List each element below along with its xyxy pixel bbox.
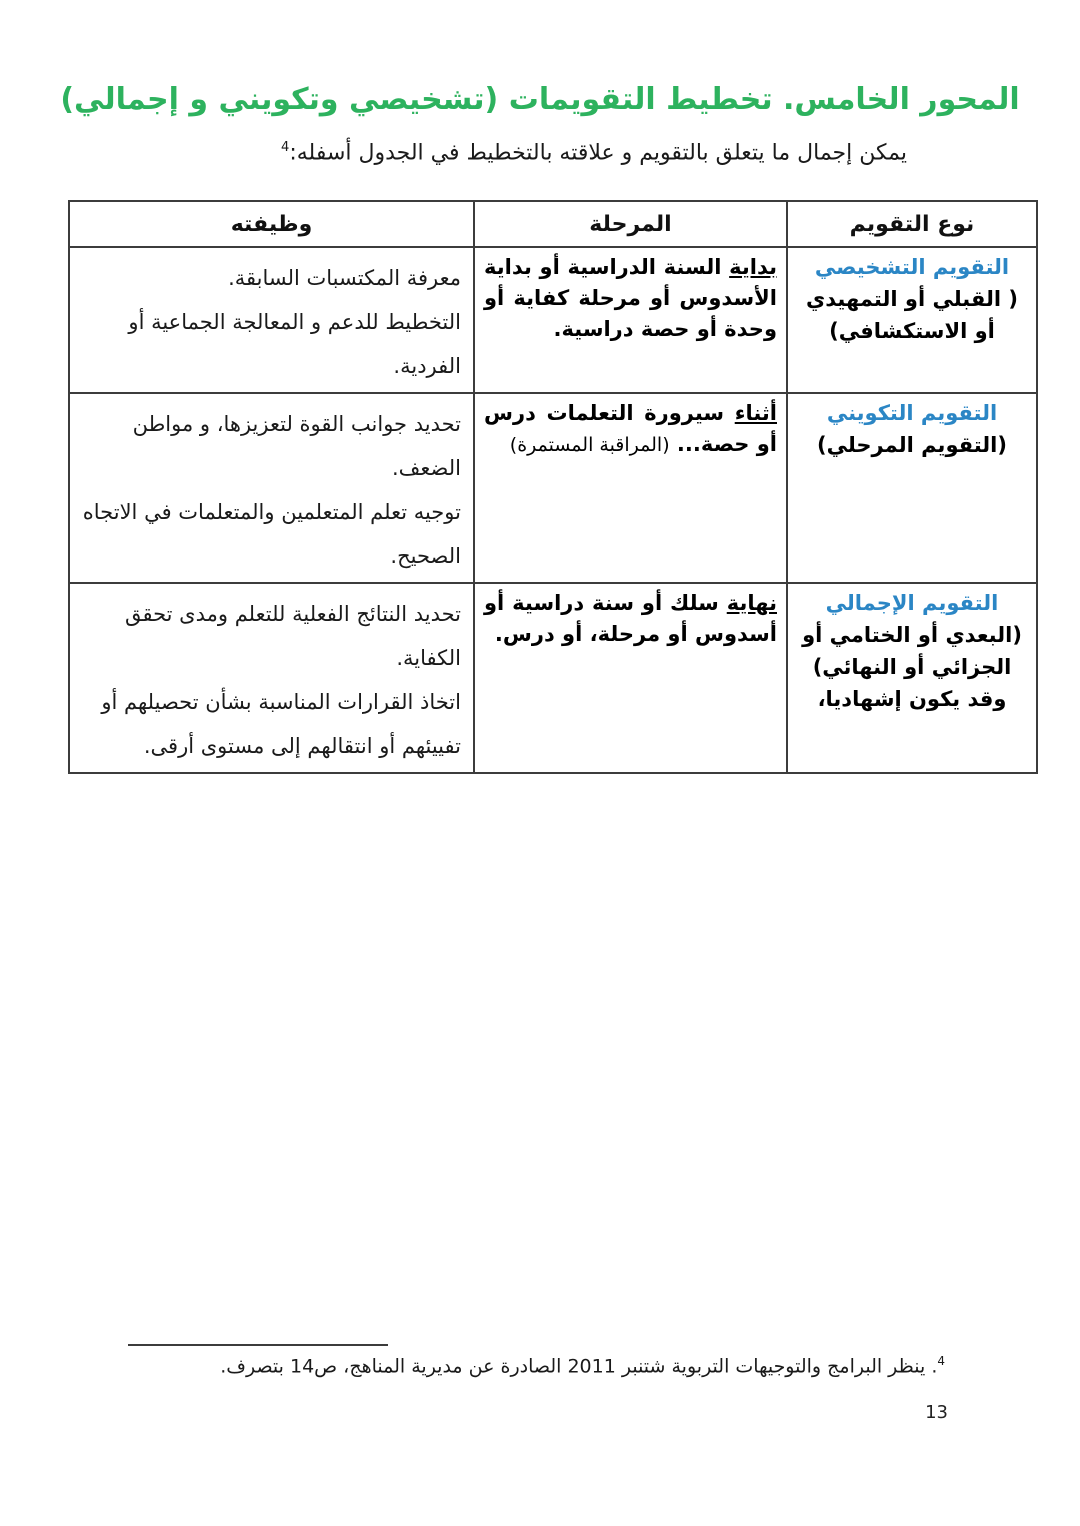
diagnostic-function-paragraph: التخطيط للدعم و المعالجة الجماعية أو الفردية. xyxy=(128,310,461,378)
formative-stage-note: (المراقبة المستمرة) xyxy=(509,434,670,456)
table-row-formative xyxy=(69,393,1037,583)
diagnostic-stage-lead-word: بداية xyxy=(729,255,777,279)
summative-stage-text: سلك أو سنة دراسية أو أسدوس أو مرحلة، أو درس. xyxy=(484,591,777,646)
intro-text: يمكن إجمال ما يتعلق بالتقويم و علاقته بالتخطيط في الجدول أسفله: xyxy=(289,140,907,166)
summative-stage-lead-word: نهاية xyxy=(726,591,777,615)
page-number: 13 xyxy=(925,1402,948,1423)
formative-stage-lead-word: أثناء xyxy=(734,401,777,425)
diagnostic-type-cell xyxy=(787,247,1037,393)
table-row-diagnostic xyxy=(69,247,1037,393)
formative-stage-cell xyxy=(474,393,787,583)
page-title: المحور الخامس. تخطيط التقويمات (تشخيصي وتكويني و إجمالي) xyxy=(60,82,1020,117)
diagnostic-stage-text: السنة الدراسية أو بداية الأسدوس أو مرحلة كفاية أو وحدة أو حصة دراسية. xyxy=(484,255,777,341)
assessment-types-table xyxy=(68,200,1038,774)
formative-type-synonyms: (التقويم المرحلي) xyxy=(817,433,1007,457)
footnote-text: . ينظر البرامج والتوجيهات التربوية شتنبر 2011 الصادرة عن مديرية المناهج، ص14 بتصرف. xyxy=(220,1355,938,1378)
summative-type-synonyms: (البعدي أو الختامي أو الجزائي أو النهائي) وقد يكون إشهاديا، xyxy=(802,623,1022,711)
formative-stage-text: سيرورة التعلمات درس أو حصة... xyxy=(484,401,777,456)
diagnostic-stage-cell xyxy=(474,247,787,393)
column-header-stage: المرحلة xyxy=(474,201,787,247)
footnote-separator-line xyxy=(128,1344,388,1346)
intro-sentence xyxy=(281,140,907,165)
formative-function-cell xyxy=(69,393,474,583)
footnote xyxy=(220,1354,945,1377)
summative-function-paragraph: تحديد النتائج الفعلية للتعلم ومدى تحقق الكفاية. xyxy=(124,602,461,670)
table-header-row xyxy=(69,201,1037,247)
summative-stage-cell xyxy=(474,583,787,773)
diagnostic-type-synonyms: ( القبلي أو التمهيدي أو الاستكشافي) xyxy=(806,287,1018,343)
diagnostic-type-title: التقويم التشخيصي xyxy=(814,255,1010,279)
footnote-reference-marker: 4 xyxy=(281,140,290,155)
summative-function-cell xyxy=(69,583,474,773)
diagnostic-function-cell xyxy=(69,247,474,393)
formative-function-paragraph: توجيه تعلم المتعلمين والمتعلمات في الاتجاه الصحيح. xyxy=(82,500,461,568)
formative-type-cell xyxy=(787,393,1037,583)
formative-function-paragraph: تحديد جوانب القوة لتعزيزها، و مواطن الضعف. xyxy=(132,412,461,480)
formative-type-title: التقويم التكويني xyxy=(826,401,998,425)
summative-type-title: التقويم الإجمالي xyxy=(825,591,999,615)
diagnostic-function-paragraph: معرفة المكتسبات السابقة. xyxy=(228,266,461,290)
table-row-summative xyxy=(69,583,1037,773)
column-header-assessment-type: نوع التقويم xyxy=(787,201,1037,247)
footnote-marker: 4 xyxy=(937,1354,945,1368)
summative-function-paragraph: اتخاذ القرارات المناسبة بشأن تحصيلهم أو تفييئهم أو انتقالهم إلى مستوى أرقى. xyxy=(101,690,461,758)
column-header-function: وظيفته xyxy=(69,201,474,247)
summative-type-cell xyxy=(787,583,1037,773)
